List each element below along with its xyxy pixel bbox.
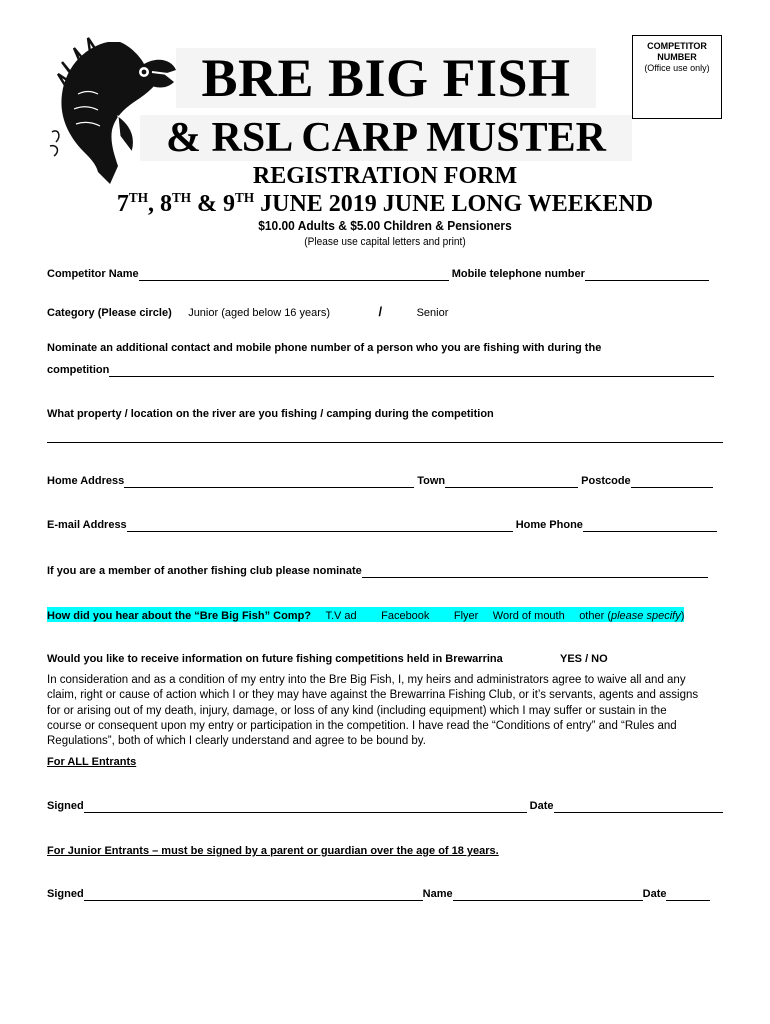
competitor-name-row bbox=[47, 268, 709, 281]
signature-row-junior bbox=[47, 888, 710, 901]
competitor-name-label: Competitor Name bbox=[47, 268, 139, 280]
declaration-text bbox=[47, 673, 698, 749]
club-row bbox=[47, 565, 708, 578]
hear-option-other[interactable] bbox=[579, 610, 684, 622]
hear-option-word-of-mouth[interactable]: Word of mouth bbox=[492, 610, 565, 622]
hear-option-flyer[interactable]: Flyer bbox=[453, 610, 479, 622]
guardian-signature-field[interactable] bbox=[84, 888, 423, 901]
email-label: E-mail Address bbox=[47, 519, 127, 531]
category-label: Category (Please circle) bbox=[47, 307, 172, 319]
guardian-name-label: Name bbox=[422, 888, 453, 900]
competitor-name-field[interactable] bbox=[139, 268, 449, 281]
competitor-box-label: COMPETITOR bbox=[647, 41, 707, 51]
town-label: Town bbox=[417, 475, 446, 487]
date-suffix-2: TH bbox=[171, 190, 192, 205]
declaration-line-1: In consideration and as a condition of my entry into the Bre Big Fish, I, my heirs and administrators agree to waive all and any bbox=[47, 674, 686, 686]
category-row bbox=[47, 303, 448, 321]
price-line: $10.00 Adults & $5.00 Children & Pensioners bbox=[258, 218, 512, 233]
signature-row-all bbox=[47, 800, 723, 813]
event-dates bbox=[80, 188, 690, 220]
category-option-senior[interactable]: Senior bbox=[416, 307, 449, 319]
additional-contact-label: Nominate an additional contact and mobile phone number of a person who you are fishing with during the bbox=[47, 342, 602, 354]
postcode-field[interactable] bbox=[631, 475, 713, 488]
guardian-signed-label: Signed bbox=[47, 888, 84, 900]
competitor-number-box[interactable] bbox=[632, 35, 722, 119]
mobile-label: Mobile telephone number bbox=[451, 268, 585, 280]
town-field[interactable] bbox=[445, 475, 578, 488]
declaration-line-3: for or arising out of my death, injury, damage, or loss of any kind (including equipment) which I may suffer or sustain in the bbox=[47, 704, 667, 717]
junior-entrants-note: For Junior Entrants – must be signed by a parent or guardian over the age of 18 years. bbox=[47, 845, 499, 857]
mobile-field[interactable] bbox=[585, 268, 709, 281]
email-row bbox=[47, 519, 717, 532]
date-rest: JUNE 2019 JUNE LONG WEEKEND bbox=[254, 191, 654, 217]
postcode-label: Postcode bbox=[581, 475, 631, 487]
hear-option-facebook[interactable]: Facebook bbox=[381, 610, 430, 622]
date-suffix-3: TH bbox=[235, 190, 255, 205]
hear-other-open: other ( bbox=[579, 610, 611, 622]
hear-other-close: ) bbox=[680, 610, 685, 622]
fish-logo-icon bbox=[48, 34, 178, 184]
additional-contact-field[interactable] bbox=[109, 364, 714, 377]
property-label: What property / location on the river are you fishing / camping during the competition bbox=[47, 408, 494, 420]
date-day-2: , 8 bbox=[147, 191, 172, 217]
date-suffix-1: TH bbox=[128, 190, 148, 205]
declaration-line-5: Regulations”, both of which I clearly understand and agree to be bound by. bbox=[47, 735, 426, 748]
home-phone-label: Home Phone bbox=[515, 519, 583, 531]
property-field[interactable] bbox=[47, 430, 723, 443]
home-phone-field[interactable] bbox=[583, 519, 717, 532]
guardian-date-label: Date bbox=[642, 888, 667, 900]
date-label: Date bbox=[529, 800, 554, 812]
additional-contact-row bbox=[47, 364, 714, 377]
guardian-name-field[interactable] bbox=[453, 888, 643, 901]
title-carp-muster: & RSL CARP MUSTER bbox=[140, 115, 632, 161]
email-field[interactable] bbox=[127, 519, 513, 532]
date-day-3: & 9 bbox=[191, 191, 236, 217]
category-option-junior[interactable]: Junior (aged below 16 years) bbox=[188, 307, 331, 319]
home-address-label: Home Address bbox=[47, 475, 125, 487]
hear-other-specify: please specify bbox=[610, 610, 681, 622]
title-registration-form: REGISTRATION FORM bbox=[252, 163, 518, 189]
category-separator: / bbox=[378, 304, 383, 319]
yes-no-option[interactable]: YES / NO bbox=[560, 653, 608, 665]
instructions-line: (Please use capital letters and print) bbox=[304, 236, 466, 248]
club-label: If you are a member of another fishing club please nominate bbox=[47, 565, 362, 577]
home-address-row bbox=[47, 475, 713, 488]
all-entrants-heading: For ALL Entrants bbox=[47, 756, 137, 768]
title-bre-big-fish: BRE BIG FISH bbox=[176, 48, 596, 108]
declaration-line-4: course or consequent upon my entry or participation in the competition. I have read the “Conditions of entry” and “Rules and bbox=[47, 719, 677, 732]
home-address-field[interactable] bbox=[124, 475, 414, 488]
future-info-label: Would you like to receive information on future fishing competitions held in Brewarrina bbox=[47, 653, 503, 665]
declaration-line-2: claim, right or cause of action which I or they may have against the Brewarrina Fishing Club, or it’s servants, agents and assigns bbox=[47, 689, 699, 702]
competitor-box-note: (Office use only) bbox=[644, 63, 710, 73]
hear-about-question: How did you hear about the “Bre Big Fish” Comp? bbox=[47, 610, 312, 622]
club-field[interactable] bbox=[362, 565, 708, 578]
guardian-date-field[interactable] bbox=[666, 888, 710, 901]
hear-about-row bbox=[47, 607, 684, 622]
signed-label: Signed bbox=[47, 800, 84, 812]
date-day-1: 7 bbox=[116, 191, 129, 217]
date-field[interactable] bbox=[554, 800, 723, 813]
competitor-box-label-2: NUMBER bbox=[657, 52, 697, 62]
hear-option-tv[interactable]: T.V ad bbox=[325, 610, 357, 622]
signature-field[interactable] bbox=[84, 800, 527, 813]
competition-label: competition bbox=[47, 364, 110, 376]
